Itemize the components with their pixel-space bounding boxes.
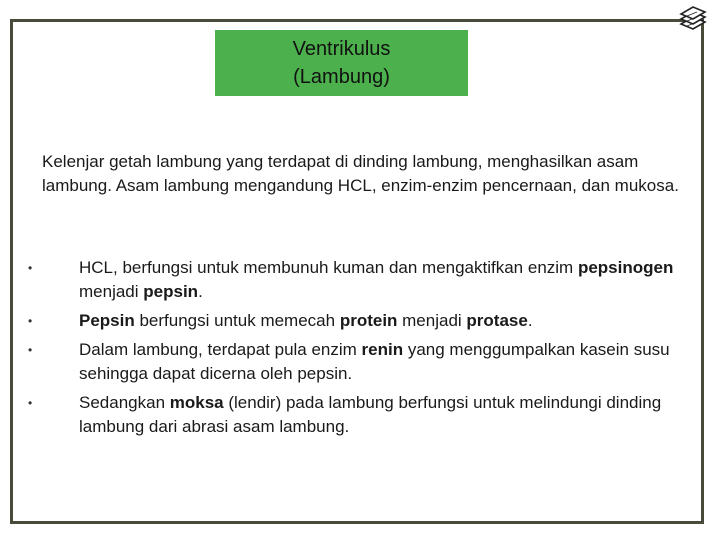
bullet-text: . [527,311,533,330]
bullet-text: . [198,282,203,301]
bullet-list [28,256,698,444]
bullet-text: menjadi [79,282,144,301]
bullet-bold: pepsin [143,282,199,301]
intro-paragraph: Kelenjar getah lambung yang terdapat di dinding lambung, menghasilkan asam lambung. Asam lambung mengandung HCL, enzim-enzim pencernaan, dan mukosa. [42,152,679,195]
title-line-2: (Lambung) [293,66,390,88]
list-item [28,256,698,304]
list-item [28,309,698,333]
list-item [28,391,698,439]
bullet-dot: • [28,261,33,275]
bullet-bold: pepsinogen [577,258,674,277]
bullet-text: Sedangkan [79,393,170,412]
bullet-bold: Pepsin [79,311,135,330]
bullet-dot: • [28,343,33,357]
bullet-bold: moksa [169,393,224,412]
bullet-text: menjadi [397,311,467,330]
bullet-text: HCL, berfungsi untuk membunuh kuman dan mengaktifkan enzim [79,258,578,277]
stacked-books-icon [678,4,708,32]
bullet-dot: • [28,396,33,410]
bullet-text: berfungsi untuk memecah [134,311,340,330]
bullet-bold: renin [361,340,404,359]
bullet-text: yang menggumpalkan kasein susu sehingga dapat dicerna oleh pepsin. [79,340,670,383]
bullet-text: Dalam lambung, terdapat pula enzim [79,340,362,359]
list-item [28,338,698,386]
title-line-1: Ventrikulus [292,38,391,60]
bullet-bold: protein [339,311,398,330]
bullet-bold: protase [466,311,528,330]
title-box [215,30,468,96]
bullet-text: (lendir) pada lambung berfungsi untuk melindungi dinding lambung dari abrasi asam lambung. [79,393,662,436]
bullet-dot: • [28,314,33,328]
